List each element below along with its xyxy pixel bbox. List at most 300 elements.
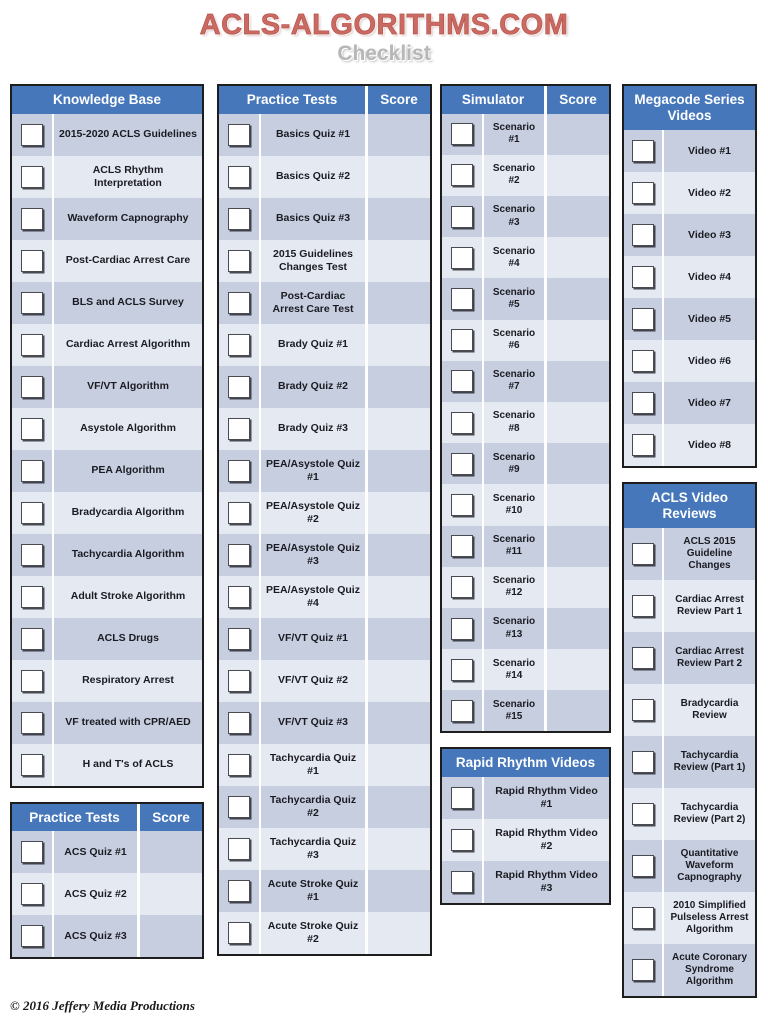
checkbox-cell[interactable]	[12, 282, 52, 324]
checkbox[interactable]	[632, 182, 654, 204]
checkbox[interactable]	[228, 208, 250, 230]
checkbox[interactable]	[228, 460, 250, 482]
table-row	[442, 278, 609, 319]
row-label: Brady Quiz #3	[261, 408, 365, 450]
score-cell[interactable]	[547, 649, 609, 690]
checkbox-cell[interactable]	[12, 915, 52, 957]
table-acs-practice-tests	[10, 802, 204, 960]
table-row	[219, 576, 430, 618]
table-row	[219, 450, 430, 492]
checkbox[interactable]	[451, 453, 473, 475]
row-label: Basics Quiz #1	[261, 114, 365, 156]
row-label: Bradycardia Review	[664, 684, 755, 736]
table-row	[12, 240, 202, 282]
table-body-megacode-series-videos	[624, 130, 755, 466]
score-cell[interactable]	[547, 567, 609, 608]
checkbox[interactable]	[228, 586, 250, 608]
row-label: VF/VT Quiz #3	[261, 702, 365, 744]
checkbox-cell[interactable]	[442, 777, 482, 819]
checkbox[interactable]	[228, 670, 250, 692]
header-label-practice-tests: Practice Tests	[219, 86, 365, 114]
row-label: VF/VT Quiz #1	[261, 618, 365, 660]
row-label: Scenario #5	[484, 278, 544, 319]
checkbox-cell[interactable]	[12, 324, 52, 366]
checkbox[interactable]	[228, 796, 250, 818]
score-cell[interactable]	[547, 155, 609, 196]
checkbox[interactable]	[632, 308, 654, 330]
checkbox[interactable]	[632, 907, 654, 929]
checkbox-cell[interactable]	[624, 788, 662, 840]
checkbox-cell[interactable]	[219, 534, 259, 576]
header-label-knowledge-base: Knowledge Base	[12, 86, 202, 114]
score-cell[interactable]	[140, 831, 202, 873]
header-label-rapid-rhythm-videos: Rapid Rhythm Videos	[442, 749, 609, 777]
checkbox-cell[interactable]	[219, 702, 259, 744]
checkbox[interactable]	[451, 787, 473, 809]
table-acls-video-reviews	[622, 482, 757, 998]
score-cell[interactable]	[368, 828, 430, 870]
row-label: Scenario #12	[484, 567, 544, 608]
checkbox-cell[interactable]	[442, 690, 482, 731]
score-cell[interactable]	[368, 786, 430, 828]
checkbox-cell[interactable]	[219, 450, 259, 492]
checkbox[interactable]	[632, 543, 654, 565]
score-cell[interactable]	[368, 912, 430, 954]
checkbox[interactable]	[228, 376, 250, 398]
table-row	[624, 944, 755, 996]
checkbox[interactable]	[228, 124, 250, 146]
score-cell[interactable]	[368, 240, 430, 282]
table-row	[12, 156, 202, 198]
row-label: Tachycardia Algorithm	[54, 534, 202, 576]
table-row	[442, 777, 609, 819]
score-cell[interactable]	[547, 114, 609, 155]
checkbox-cell[interactable]	[442, 649, 482, 690]
table-row	[219, 240, 430, 282]
checkbox-cell[interactable]	[219, 114, 259, 156]
header-label-acls-video-reviews: ACLS Video Reviews	[624, 484, 755, 528]
score-cell[interactable]	[368, 576, 430, 618]
table-body-practice-tests	[219, 114, 430, 954]
checkbox-cell[interactable]	[219, 492, 259, 534]
checkbox[interactable]	[451, 535, 473, 557]
row-label: Scenario #1	[484, 114, 544, 155]
score-cell[interactable]	[368, 870, 430, 912]
checkbox-cell[interactable]	[442, 608, 482, 649]
column-knowledge-base	[10, 84, 204, 973]
checkbox[interactable]	[228, 628, 250, 650]
row-label: Scenario #10	[484, 484, 544, 525]
row-label: 2015 Guidelines Changes Test	[261, 240, 365, 282]
table-row	[442, 526, 609, 567]
checkbox-cell[interactable]	[12, 114, 52, 156]
table-row	[442, 484, 609, 525]
row-label: Scenario #2	[484, 155, 544, 196]
checkbox[interactable]	[451, 618, 473, 640]
checkbox-cell[interactable]	[12, 408, 52, 450]
row-label: Asystole Algorithm	[54, 408, 202, 450]
table-row	[624, 736, 755, 788]
checkbox[interactable]	[451, 206, 473, 228]
row-label: ACLS Drugs	[54, 618, 202, 660]
row-label: Acute Stroke Quiz #1	[261, 870, 365, 912]
score-cell[interactable]	[547, 402, 609, 443]
checkbox[interactable]	[21, 586, 43, 608]
table-header-acs-practice-tests	[12, 804, 202, 832]
checkbox-cell[interactable]	[12, 534, 52, 576]
row-label: Brady Quiz #1	[261, 324, 365, 366]
checkbox[interactable]	[21, 628, 43, 650]
score-cell[interactable]	[368, 366, 430, 408]
checkbox-cell[interactable]	[442, 237, 482, 278]
row-label: ACS Quiz #2	[54, 873, 137, 915]
table-header-practice-tests	[219, 86, 430, 114]
table-row	[219, 786, 430, 828]
table-row	[12, 324, 202, 366]
checkbox-cell[interactable]	[219, 870, 259, 912]
checkbox-cell[interactable]	[12, 660, 52, 702]
checkbox-cell[interactable]	[624, 424, 662, 466]
table-header-rapid-rhythm-videos	[442, 749, 609, 777]
checkbox[interactable]	[228, 334, 250, 356]
checkbox[interactable]	[228, 922, 250, 944]
table-row	[12, 408, 202, 450]
checkbox[interactable]	[228, 292, 250, 314]
row-label: Video #5	[664, 298, 755, 340]
checkbox[interactable]	[21, 292, 43, 314]
table-body-knowledge-base	[12, 114, 202, 786]
checkbox-cell[interactable]	[624, 736, 662, 788]
checkbox-cell[interactable]	[624, 130, 662, 172]
checkbox[interactable]	[451, 247, 473, 269]
checkbox[interactable]	[451, 329, 473, 351]
checkbox-cell[interactable]	[442, 567, 482, 608]
row-label: PEA/Asystole Quiz #2	[261, 492, 365, 534]
table-row	[624, 632, 755, 684]
checkbox-cell[interactable]	[12, 831, 52, 873]
checkbox[interactable]	[21, 376, 43, 398]
table-row	[442, 361, 609, 402]
row-label: ACLS Rhythm Interpretation	[54, 156, 202, 198]
checkbox-cell[interactable]	[442, 114, 482, 155]
checkbox-cell[interactable]	[12, 873, 52, 915]
table-row	[219, 534, 430, 576]
table-row	[442, 237, 609, 278]
checkbox[interactable]	[632, 434, 654, 456]
header-label-simulator: Simulator	[442, 86, 544, 114]
row-label: Scenario #9	[484, 443, 544, 484]
page-subtitle: Checklist	[337, 42, 431, 66]
checkbox-cell[interactable]	[219, 618, 259, 660]
checkbox[interactable]	[21, 124, 43, 146]
score-cell[interactable]	[547, 278, 609, 319]
checkbox-cell[interactable]	[219, 660, 259, 702]
checkbox-cell[interactable]	[442, 443, 482, 484]
checkbox-cell[interactable]	[12, 576, 52, 618]
checkbox[interactable]	[228, 502, 250, 524]
checkbox-cell[interactable]	[624, 172, 662, 214]
checkbox-cell[interactable]	[12, 240, 52, 282]
score-cell[interactable]	[368, 534, 430, 576]
checkbox[interactable]	[228, 250, 250, 272]
checkbox[interactable]	[228, 880, 250, 902]
checkbox-cell[interactable]	[442, 278, 482, 319]
checkbox-cell[interactable]	[624, 944, 662, 996]
row-label: ACLS 2015 Guideline Changes	[664, 528, 755, 580]
checkbox[interactable]	[451, 288, 473, 310]
table-row	[12, 831, 202, 873]
checkbox-cell[interactable]	[12, 156, 52, 198]
row-label: Scenario #13	[484, 608, 544, 649]
checkbox[interactable]	[21, 460, 43, 482]
table-header-megacode-series-videos	[624, 86, 755, 130]
table-row	[442, 320, 609, 361]
table-row	[12, 744, 202, 786]
table-row	[624, 684, 755, 736]
row-label: ACS Quiz #3	[54, 915, 137, 957]
checkbox-cell[interactable]	[624, 632, 662, 684]
checkbox-cell[interactable]	[624, 256, 662, 298]
table-row	[219, 660, 430, 702]
checkbox[interactable]	[451, 412, 473, 434]
checkbox-cell[interactable]	[12, 450, 52, 492]
checkbox-cell[interactable]	[442, 484, 482, 525]
table-row	[12, 618, 202, 660]
checkbox[interactable]	[228, 754, 250, 776]
checkbox[interactable]	[632, 595, 654, 617]
checkbox[interactable]	[451, 164, 473, 186]
score-cell[interactable]	[547, 196, 609, 237]
checkbox-cell[interactable]	[12, 366, 52, 408]
row-label: Adult Stroke Algorithm	[54, 576, 202, 618]
table-row	[12, 534, 202, 576]
row-label: Tachycardia Quiz #2	[261, 786, 365, 828]
score-cell[interactable]	[547, 237, 609, 278]
table-row	[442, 402, 609, 443]
score-cell[interactable]	[547, 320, 609, 361]
checkbox[interactable]	[451, 370, 473, 392]
checkbox[interactable]	[21, 250, 43, 272]
checkbox-cell[interactable]	[624, 382, 662, 424]
table-row	[219, 198, 430, 240]
row-label: ACS Quiz #1	[54, 831, 137, 873]
table-row	[442, 819, 609, 861]
table-row	[442, 608, 609, 649]
row-label: Tachycardia Review (Part 1)	[664, 736, 755, 788]
checkbox-cell[interactable]	[219, 408, 259, 450]
score-cell[interactable]	[547, 361, 609, 402]
header-label-score: Score	[547, 86, 609, 114]
checkbox[interactable]	[21, 841, 43, 863]
score-cell[interactable]	[368, 324, 430, 366]
checkbox[interactable]	[228, 712, 250, 734]
checkbox-cell[interactable]	[624, 840, 662, 892]
checkbox-cell[interactable]	[442, 526, 482, 567]
table-row	[12, 366, 202, 408]
checkbox-cell[interactable]	[219, 156, 259, 198]
table-row	[624, 172, 755, 214]
score-cell[interactable]	[368, 282, 430, 324]
checkbox-cell[interactable]	[442, 861, 482, 903]
row-label: Post-Cardiac Arrest Care Test	[261, 282, 365, 324]
checkbox[interactable]	[21, 166, 43, 188]
row-label: 2010 Simplified Pulseless Arrest Algorithm	[664, 892, 755, 944]
checkbox-cell[interactable]	[624, 340, 662, 382]
checkbox-cell[interactable]	[12, 744, 52, 786]
checkbox[interactable]	[21, 670, 43, 692]
checkbox-cell[interactable]	[442, 155, 482, 196]
checkbox[interactable]	[21, 544, 43, 566]
table-row	[12, 915, 202, 957]
checkbox-cell[interactable]	[624, 580, 662, 632]
row-label: Scenario #14	[484, 649, 544, 690]
table-row	[12, 660, 202, 702]
checkbox[interactable]	[632, 699, 654, 721]
score-cell[interactable]	[368, 492, 430, 534]
table-row	[624, 298, 755, 340]
table-row	[219, 366, 430, 408]
table-body-rapid-rhythm-videos	[442, 777, 609, 903]
checkbox[interactable]	[228, 166, 250, 188]
header-label-score: Score	[368, 86, 430, 114]
row-label: Cardiac Arrest Review Part 2	[664, 632, 755, 684]
score-cell[interactable]	[368, 198, 430, 240]
checkbox[interactable]	[21, 502, 43, 524]
score-cell[interactable]	[140, 873, 202, 915]
checkbox-cell[interactable]	[624, 684, 662, 736]
checkbox[interactable]	[451, 123, 473, 145]
checkbox-cell[interactable]	[219, 366, 259, 408]
row-label: Brady Quiz #2	[261, 366, 365, 408]
checkbox-cell[interactable]	[624, 528, 662, 580]
checkbox[interactable]	[632, 224, 654, 246]
table-row	[624, 840, 755, 892]
checkbox[interactable]	[21, 334, 43, 356]
checkbox[interactable]	[21, 883, 43, 905]
row-label: Quantitative Waveform Capnography	[664, 840, 755, 892]
checkbox-cell[interactable]	[442, 819, 482, 861]
checkbox-cell[interactable]	[219, 198, 259, 240]
checkbox[interactable]	[632, 751, 654, 773]
table-row	[624, 580, 755, 632]
checkbox[interactable]	[21, 208, 43, 230]
table-row	[624, 528, 755, 580]
checkbox[interactable]	[228, 838, 250, 860]
checkbox[interactable]	[632, 392, 654, 414]
table-row	[624, 892, 755, 944]
score-cell[interactable]	[547, 484, 609, 525]
table-header-knowledge-base	[12, 86, 202, 114]
checkbox[interactable]	[632, 855, 654, 877]
checkbox-cell[interactable]	[442, 196, 482, 237]
checkbox-cell[interactable]	[624, 214, 662, 256]
checkbox[interactable]	[451, 700, 473, 722]
score-cell[interactable]	[547, 690, 609, 731]
score-cell[interactable]	[140, 915, 202, 957]
row-label: Post-Cardiac Arrest Care	[54, 240, 202, 282]
checkbox[interactable]	[451, 576, 473, 598]
score-cell[interactable]	[547, 608, 609, 649]
table-row	[624, 256, 755, 298]
table-row	[219, 618, 430, 660]
table-row	[442, 861, 609, 903]
page-header	[0, 0, 768, 65]
checkbox-cell[interactable]	[219, 282, 259, 324]
row-label: Tachycardia Review (Part 2)	[664, 788, 755, 840]
row-label: VF/VT Quiz #2	[261, 660, 365, 702]
checkbox[interactable]	[632, 350, 654, 372]
checkbox[interactable]	[632, 266, 654, 288]
checkbox-cell[interactable]	[12, 198, 52, 240]
checkbox-cell[interactable]	[624, 892, 662, 944]
table-row	[624, 214, 755, 256]
score-cell[interactable]	[368, 450, 430, 492]
checkbox-cell[interactable]	[219, 786, 259, 828]
checkbox-cell[interactable]	[12, 618, 52, 660]
score-cell[interactable]	[368, 156, 430, 198]
checkbox[interactable]	[21, 712, 43, 734]
table-knowledge-base	[10, 84, 204, 788]
checkbox[interactable]	[632, 803, 654, 825]
score-cell[interactable]	[368, 618, 430, 660]
checkbox[interactable]	[228, 418, 250, 440]
checkbox-cell[interactable]	[624, 298, 662, 340]
row-label: PEA/Asystole Quiz #3	[261, 534, 365, 576]
checkbox[interactable]	[632, 959, 654, 981]
table-row	[219, 324, 430, 366]
checkbox[interactable]	[21, 754, 43, 776]
checkbox[interactable]	[632, 140, 654, 162]
checkbox[interactable]	[451, 494, 473, 516]
table-row	[624, 788, 755, 840]
table-row	[624, 340, 755, 382]
table-row	[442, 649, 609, 690]
checkbox-cell[interactable]	[219, 744, 259, 786]
checkbox-cell[interactable]	[442, 361, 482, 402]
score-cell[interactable]	[368, 702, 430, 744]
checkbox-cell[interactable]	[219, 828, 259, 870]
checkbox-cell[interactable]	[442, 402, 482, 443]
score-cell[interactable]	[368, 660, 430, 702]
checkbox-cell[interactable]	[219, 912, 259, 954]
checkbox[interactable]	[451, 871, 473, 893]
checkbox[interactable]	[21, 925, 43, 947]
checkbox-cell[interactable]	[219, 240, 259, 282]
checkbox-cell[interactable]	[12, 492, 52, 534]
checkbox[interactable]	[632, 647, 654, 669]
checkbox[interactable]	[21, 418, 43, 440]
score-cell[interactable]	[368, 408, 430, 450]
checkbox[interactable]	[451, 659, 473, 681]
row-label: Video #4	[664, 256, 755, 298]
row-label: Scenario #4	[484, 237, 544, 278]
table-row	[219, 492, 430, 534]
row-label: Cardiac Arrest Algorithm	[54, 324, 202, 366]
score-cell[interactable]	[368, 114, 430, 156]
checkbox[interactable]	[451, 829, 473, 851]
table-practice-tests	[217, 84, 432, 956]
checkbox-cell[interactable]	[219, 324, 259, 366]
score-cell[interactable]	[547, 526, 609, 567]
table-row	[624, 130, 755, 172]
checkbox-cell[interactable]	[219, 576, 259, 618]
score-cell[interactable]	[547, 443, 609, 484]
header-label-acs-practice-tests: Practice Tests	[12, 804, 137, 832]
checkbox[interactable]	[228, 544, 250, 566]
checkbox-cell[interactable]	[442, 320, 482, 361]
checkbox-cell[interactable]	[12, 702, 52, 744]
score-cell[interactable]	[368, 744, 430, 786]
